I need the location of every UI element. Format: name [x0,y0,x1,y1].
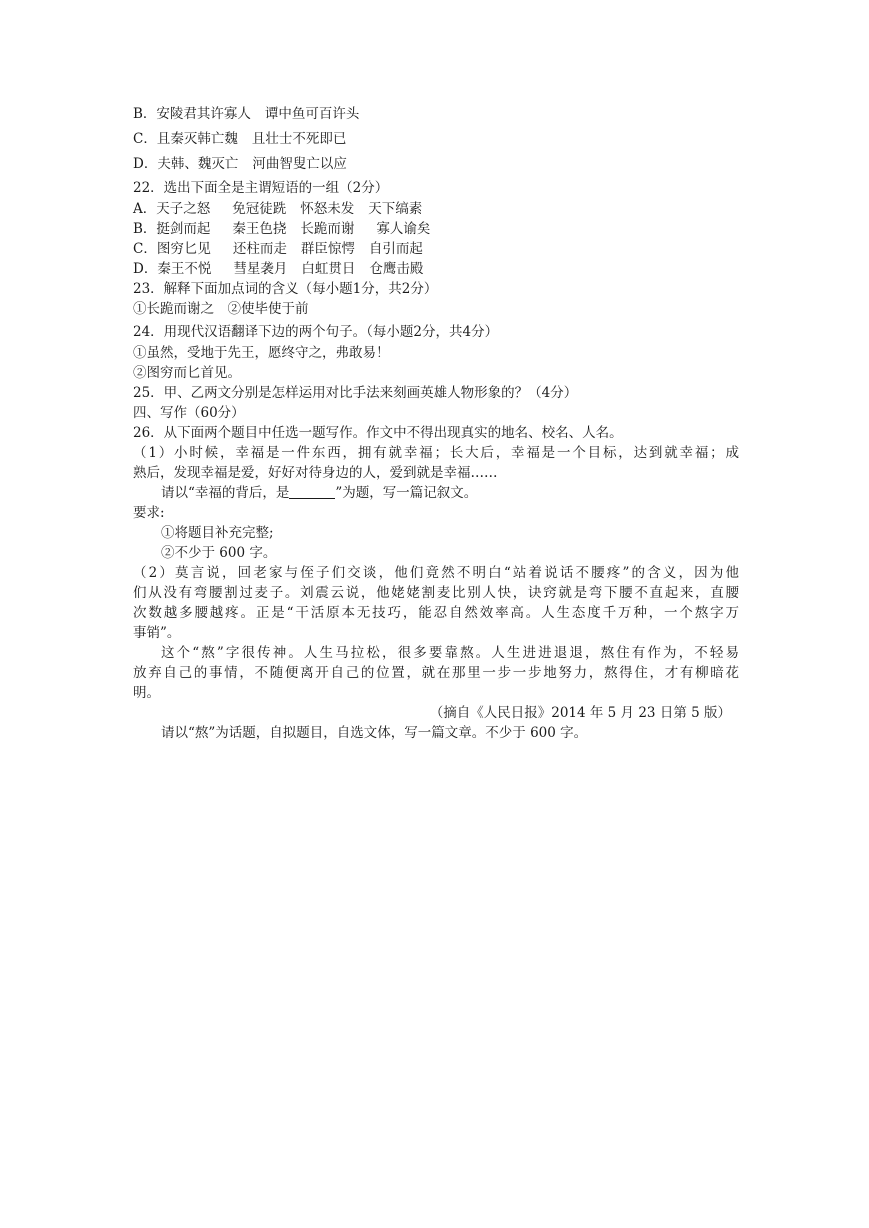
q22-stem: 22．选出下面全是主谓短语的一组（2分） [133,180,389,196]
q26-para3-line2: 放弃自己的事情，不随便离开自己的位置，就在那里一步一步地努力，熬得住，才有柳暗花 [133,665,739,681]
q23-items: ①长跪而谢之 ②使毕使于前 [133,301,309,317]
q21-option-b: B．安陵君其许寡人 谭中鱼可百许头 [133,106,360,122]
q24-stem: 24．用现代汉语翻译下边的两个句子。（每小题2分，共4分） [133,324,499,340]
q26-topic2-line1: （2）莫言说，回老家与侄子们交谈，他们竟然不明白“站着说话不腰疼”的含义，因为他 [133,565,739,581]
q26-topic2-line3: 次数越多腰越疼。正是“干活原本无技巧，能忍自然效率高。人生态度千万种，一个熬字万 [133,605,739,621]
q23-stem: 23．解释下面加点词的含义（每小题1分，共2分） [133,281,438,297]
q26-topic1-prompt: 请以“幸福的背后，是 ”为题，写一篇记叙文。 [161,485,478,501]
requirement-2: ②不少于 600 字。 [161,545,277,561]
q26-para3-line3: 明。 [133,685,160,701]
q24-sentence-1: ①虽然，受地于先王，愿终守之，弗敢易！ [133,345,390,361]
section-heading: 四、写作（60分） [133,405,245,421]
q26-stem: 26．从下面两个题目中任选一题写作。作文中不得出现真实的地名、校名、人名。 [133,425,623,441]
q22-option-a: A．天子之怒 免冠徒跣 怀怒未发 天下缟素 [133,201,423,217]
q26-topic2-prompt: 请以“熬”为话题，自拟题目，自选文体，写一篇文章。不少于 600 字。 [161,725,588,741]
q21-option-c: C．且秦灭韩亡魏 且壮士不死即已 [133,131,347,147]
q26-para3-line1: 这个“熬”字很传神。人生马拉松，很多要靠熬。人生进进退退，熬住有作为，不轻易 [161,645,739,661]
q24-sentence-2: ②图穷而匕首见。 [133,365,241,381]
requirement-1: ①将题目补充完整; [161,525,274,541]
q22-option-d: D．秦王不悦 彗星袭月 白虹贯日 仓鹰击殿 [133,261,424,277]
q26-topic2-line2: 们从没有弯腰割过麦子。刘震云说，他姥姥割麦比别人快，诀窍就是弯下腰不直起来，直腰 [133,585,739,601]
source-citation: （摘自《人民日报》2014 年 5 月 23 日第 5 版） [429,705,731,721]
q25-stem: 25．甲、乙两文分别是怎样运用对比手法来刻画英雄人物形象的？（4分） [133,385,578,401]
q21-option-d: D．夫韩、魏灭亡 河曲智叟亡以应 [133,156,347,172]
requirements-label: 要求: [133,505,165,521]
q22-option-b: B．挺剑而起 秦王色挠 长跪而谢 寡人谕矣 [133,221,431,237]
q22-option-c: C．图穷匕见 还柱而走 群臣惊愕 自引而起 [133,241,423,257]
q26-topic1-line1: （1）小时候，幸福是一件东西，拥有就幸福；长大后，幸福是一个目标，达到就幸福；成 [133,445,739,461]
q26-topic2-line4: 事销”。 [133,625,181,641]
title-blank [289,485,335,499]
q26-topic1-line2: 熟后，发现幸福是爱，好好对待身边的人，爱到就是幸福…… [133,465,498,481]
